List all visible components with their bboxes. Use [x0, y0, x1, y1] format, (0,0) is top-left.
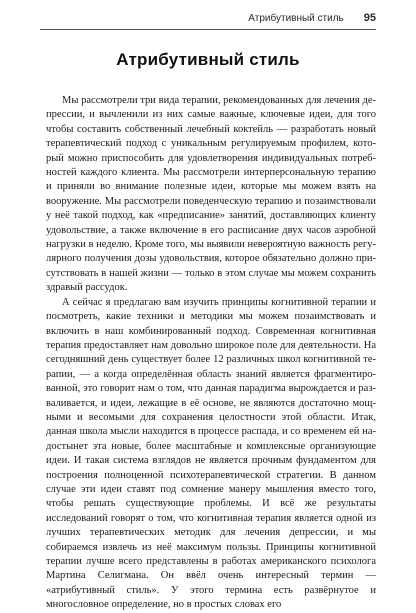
header-rule [40, 29, 376, 30]
paragraph: А сейчас я предлагаю вам изучить принципы когнитивной терапии и посмотреть, какие техники и методики мы можем позаимствовать и включить в наш комбинированный подход. Современная когнитивная терапия предоставляет нам довольно широкое поле для деятельности. На сегодняшний день существует более 12 различных школ когнитивной терапии, — а когда определённая область знаний является фрагментированной, это говорит нам о том, что данная парадигма вырождается и разваливается, и идеи, лежащие в её основе, не являются достаточно мощными и весомыми для сохранения целостности этой области. Итак, данная школа мысли находится в процессе распада, и со временем ей надостынет эта новые, более масштабные и комплексные организующие идеи. И такая система взглядов не является прочным фундаментом для построения полноценной психотерапевтической стратегии. В данном случае эти идеи ставят под сомнение манеру мышления вместо того, чтобы решать существующие проблемы. И всё же результаты исследований говорят о том, что когнитивная терапия является одной из лучших терапевтических методик для лечения депрессии, и мы собираемся извлечь из неё максимум пользы. Принципы когнитивной терапии лучше всего представлены в работах американского психолога Мартина Селигмана. Он ввёл очень интересный термин — «атрибутивный стиль». У этого термина есть развёрнутое и многословное определение, но в простых словах его [46, 296, 376, 611]
section-heading: Атрибутивный стиль [116, 50, 300, 69]
running-header-title: Атрибутивный стиль [248, 12, 344, 24]
page-number: 95 [363, 12, 376, 24]
running-header [40, 10, 376, 26]
body-text [46, 94, 376, 613]
paragraph: Мы рассмотрели три вида терапии, рекомендованных для лечения депрессии, и вычленили из них самые важные, ключевые идеи, для того чтобы составить собственный лечебный коктейль — разработать новый терапевтический подход с уникальным регулируемым профилем, который можно приспособить для удовлетворения индивидуальных потребностей каждого клиента. Мы рассмотрели интерперсональную терапию и приняли во внимание полезные идеи, которые мы можем взять на вооружение. Мы рассмотрели поведенческую терапию и позаимствовали у неё такой подход, как «предписание» занятий, доставляющих клиенту удовольствие, а также включение в его расписание двух часов аэробной нагрузки в неделю. Кроме того, мы выявили невероятную важность регулярного получения дозы удовольствия, которое обязательно должно присутствовать в нашей жизни — только в этом случае мы можем сохранить здравый рассудок. [46, 95, 376, 294]
